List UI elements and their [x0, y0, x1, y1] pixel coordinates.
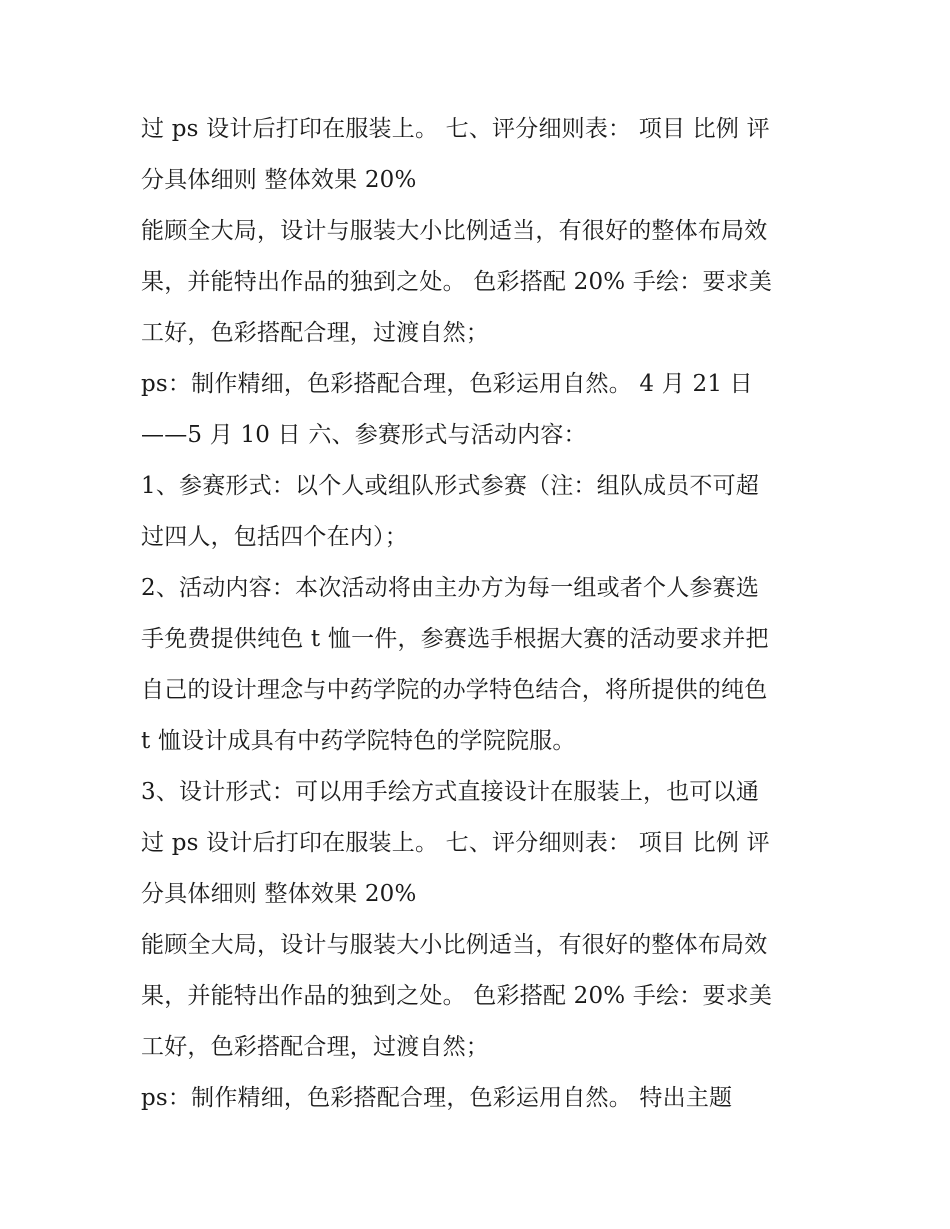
text-line: 果，并能特出作品的独到之处。 色彩搭配 20% 手绘：要求美 [141, 269, 773, 295]
text-line: 1、参赛形式：以个人或组队形式参赛（注：组队成员不可超 [141, 473, 760, 499]
text-line: 过 ps 设计后打印在服装上。 七、评分细则表： 项目 比例 评 [141, 830, 770, 856]
text-line: 工好，色彩搭配合理，过渡自然； [141, 320, 489, 346]
document-body [141, 104, 831, 1124]
text-line: 2、活动内容：本次活动将由主办方为每一组或者个人参赛选 [141, 575, 760, 601]
text-line: 过四人，包括四个在内）； [141, 524, 408, 550]
text-line: 3、设计形式：可以用手绘方式直接设计在服装上，也可以通 [141, 779, 760, 805]
text-line: 工好，色彩搭配合理，过渡自然； [141, 1034, 489, 1060]
text-line: ps：制作精细，色彩搭配合理，色彩运用自然。 4 月 21 日 [141, 371, 753, 397]
text-line: 自己的设计理念与中药学院的办学特色结合，将所提供的纯色 [141, 677, 768, 703]
text-line: 能顾全大局，设计与服装大小比例适当，有很好的整体布局效 [141, 932, 768, 958]
text-line: 果，并能特出作品的独到之处。 色彩搭配 20% 手绘：要求美 [141, 983, 773, 1009]
text-line: t 恤设计成具有中药学院特色的学院院服。 [141, 728, 576, 754]
text-line: 手免费提供纯色 t 恤一件，参赛选手根据大赛的活动要求并把 [141, 626, 769, 652]
text-line: 过 ps 设计后打印在服装上。 七、评分细则表： 项目 比例 评 [141, 116, 770, 142]
text-line: ——5 月 10 日 六、参赛形式与活动内容： [141, 422, 587, 448]
text-line: ps：制作精细，色彩搭配合理，色彩运用自然。 特出主题 [141, 1085, 733, 1111]
text-line: 分具体细则 整体效果 20% [141, 881, 417, 907]
text-line: 分具体细则 整体效果 20% [141, 167, 417, 193]
text-line: 能顾全大局，设计与服装大小比例适当，有很好的整体布局效 [141, 218, 768, 244]
